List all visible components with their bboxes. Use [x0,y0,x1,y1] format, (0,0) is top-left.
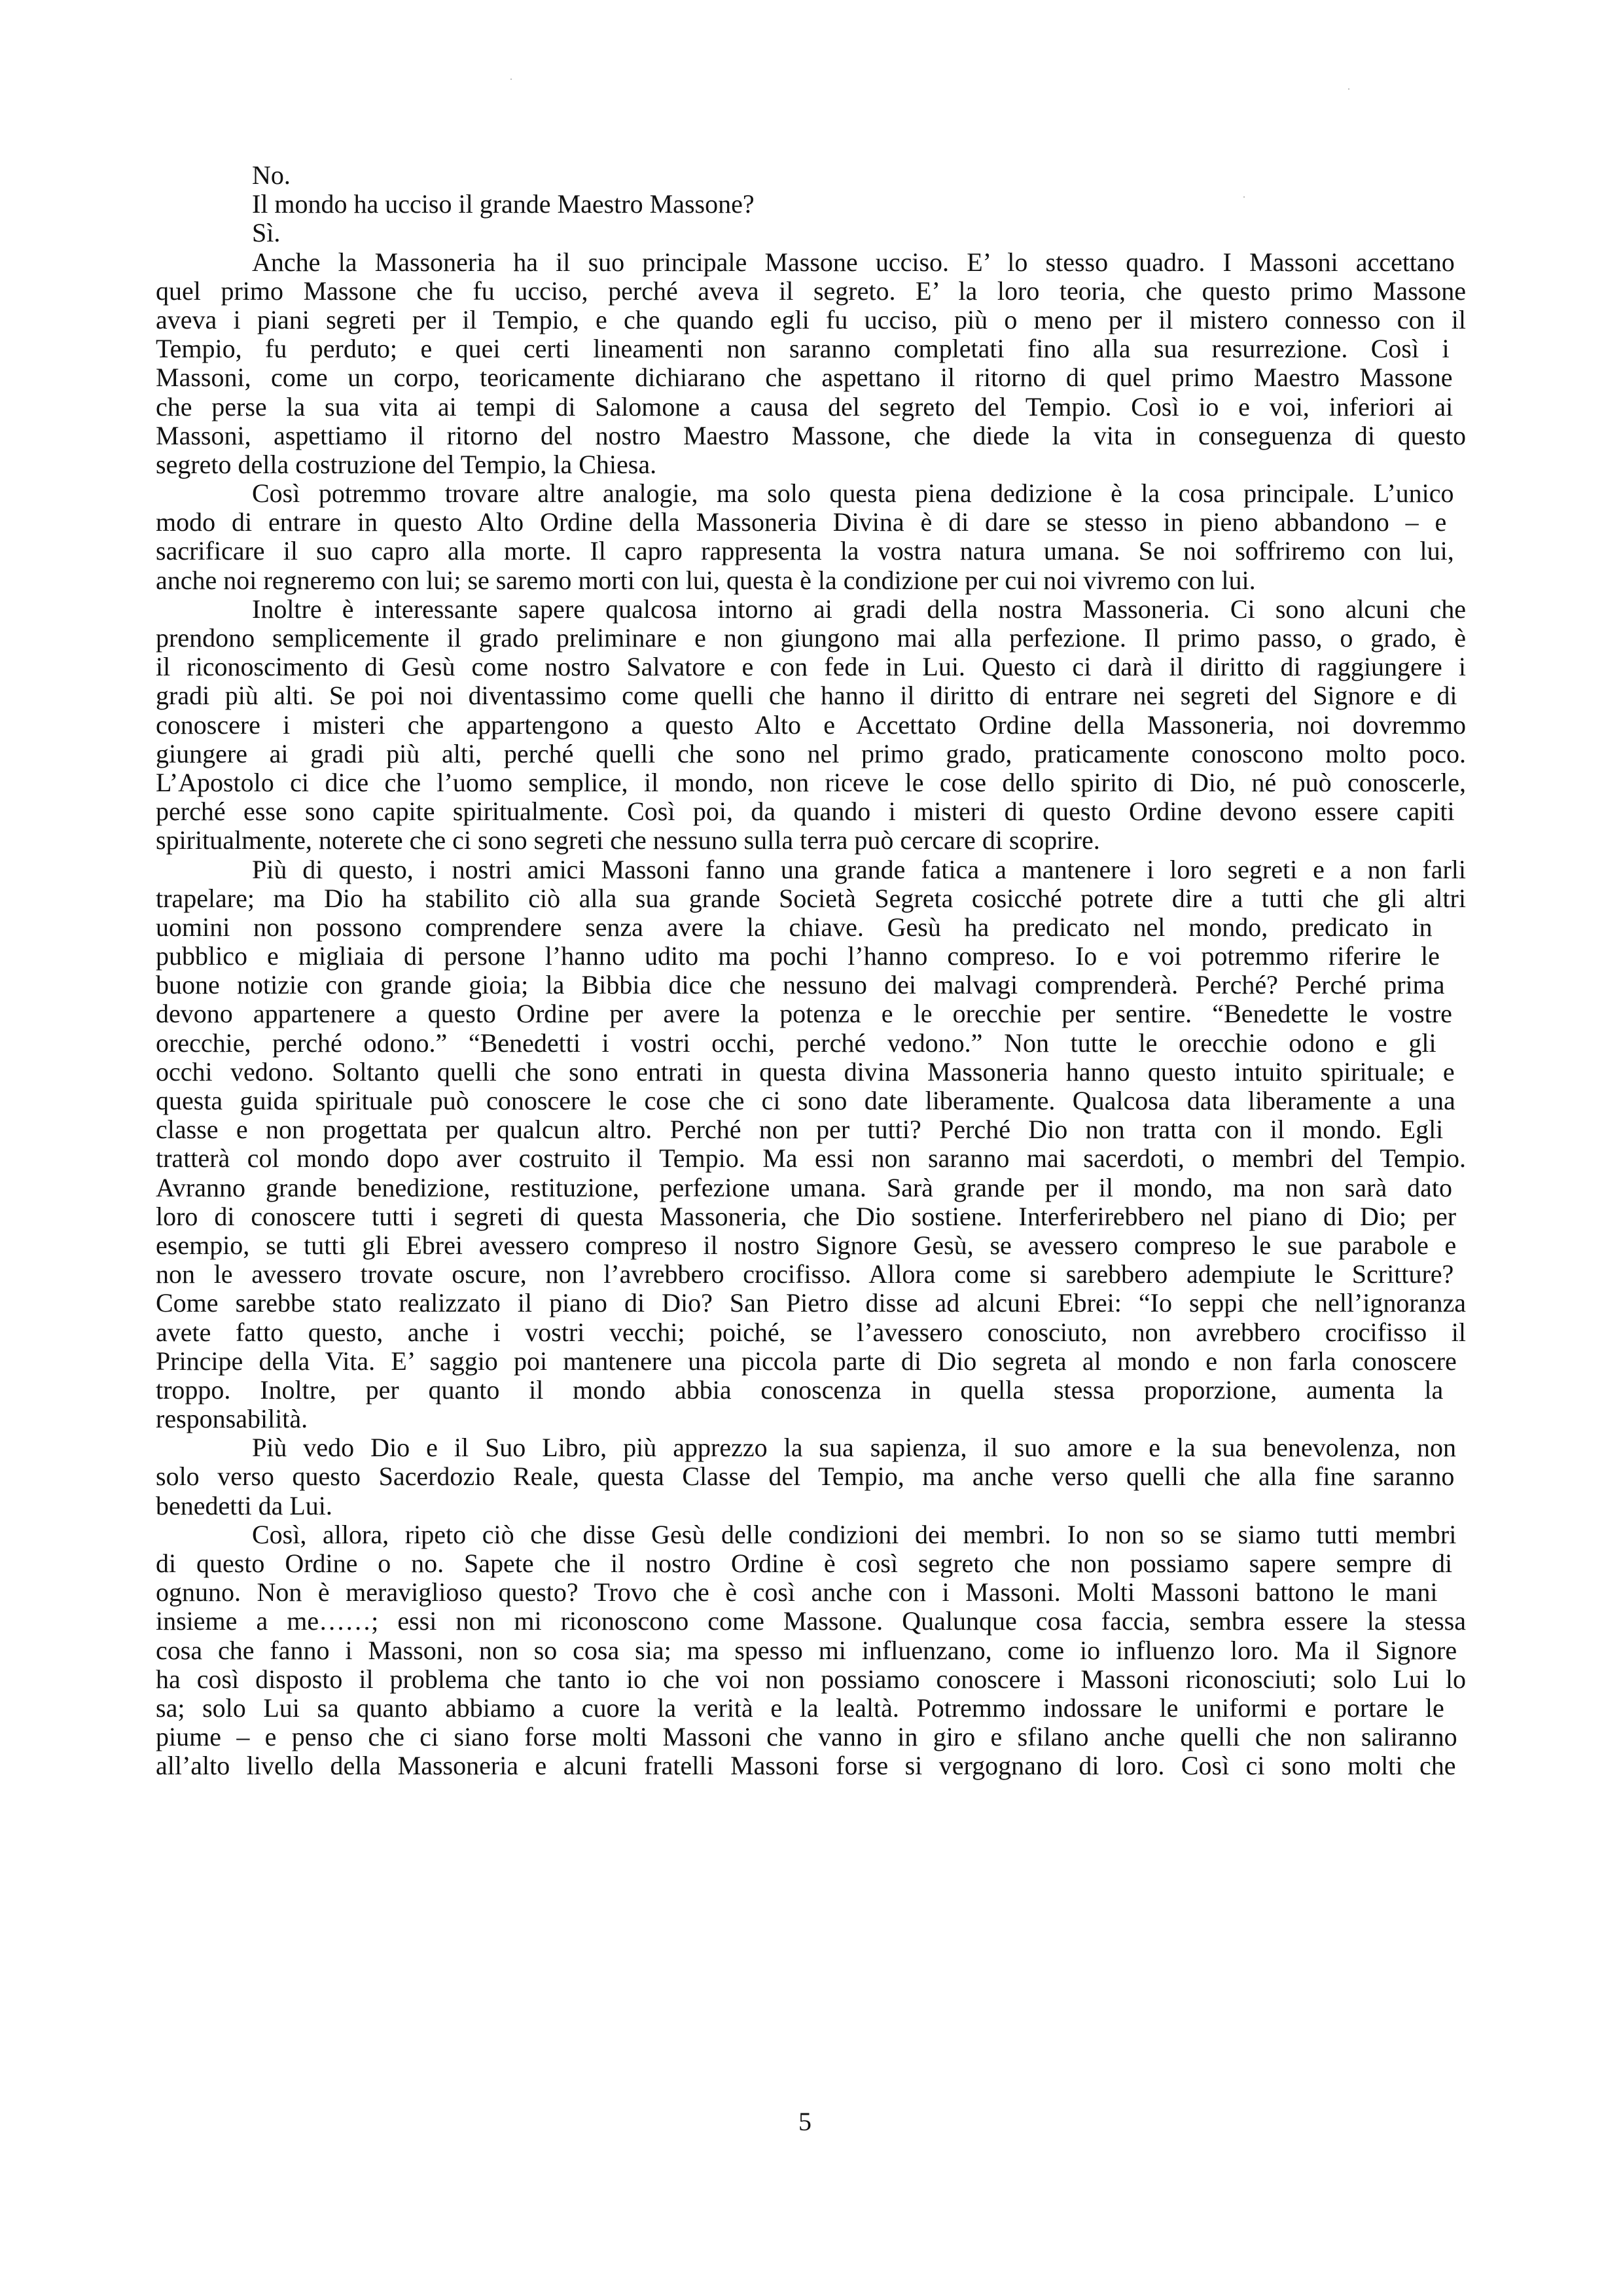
text-line: Sì. [252,218,281,248]
text-line: cosa che fanno i Massoni, non so cosa sia; ma spesso mi influenzano, come io influenzo loro. Ma il Signore [156,1635,1457,1665]
paragraph [156,1520,1466,1781]
paragraph [156,161,1466,190]
text-line: devono appartenere a questo Ordine per avere la potenza e le orecchie per sentire. “Benedette le vostre [156,999,1452,1029]
text-line: avete fatto questo, anche i vostri vecchi; poiché, se l’avessero conosciuto, non avrebbero crocifisso il [156,1317,1466,1347]
body-text [156,161,1466,1781]
text-line: orecchie, perché odono.” “Benedetti i vostri occhi, perché vedono.” Non tutte le orecchie odono e gli [156,1028,1436,1058]
paragraph [156,190,1466,219]
text-line: classe e non progettata per qualcun altro. Perché non per tutti? Perché Dio non tratta con il mondo. Egli [156,1115,1444,1145]
text-line: Così potremmo trovare altre analogie, ma solo questa piena dedizione è la cosa principale. L’unico [252,478,1454,509]
paragraph [156,219,1466,247]
text-line: segreto della costruzione del Tempio, la Chiesa. [156,449,657,479]
text-line: Come sarebbe stato realizzato il piano di Dio? San Pietro disse ad alcuni Ebrei: “Io seppi che nell’ignoranza [156,1288,1466,1318]
text-line: perché esse sono capite spiritualmente. Così poi, da quando i misteri di questo Ordine devono essere capiti [156,797,1455,827]
text-line: esempio, se tutti gli Ebrei avessero compreso il nostro Signore Gesù, se avessero compreso le sue parabole e [156,1230,1457,1260]
text-line: responsabilità. [156,1404,308,1434]
text-line: spiritualmente, noterete che ci sono segreti che nessuno sulla terra può cercare di scoprire. [156,825,1100,855]
text-line: Il mondo ha ucciso il grande Maestro Massone? [252,189,755,219]
text-line: buone notizie con grande gioia; la Bibbia dice che nessuno dei malvagi comprenderà. Perché? Perché prima [156,970,1445,1000]
text-line: uomini non possono comprendere senza avere la chiave. Gesù ha predicato nel mondo, predicato in [156,912,1433,942]
text-line: piume – e penso che ci siano forse molti Massoni che vanno in giro e sfilano anche quelli che non saliranno [156,1722,1457,1752]
scan-speck [510,79,512,80]
text-line: non le avessero trovate oscure, non l’avrebbero crocifisso. Allora come si sarebbero adempiute le Scritture? [156,1259,1454,1289]
text-line: troppo. Inoltre, per quanto il mondo abbia conoscenza in quella stessa proporzione, aumenta la [156,1374,1444,1405]
text-line: modo di entrare in questo Alto Ordine della Massoneria Divina è di dare se stesso in pieno abbandono – e [156,507,1447,537]
paragraph [156,595,1466,855]
text-line: ha così disposto il problema che tanto io che voi non possiamo conoscere i Massoni riconosciuti; solo Lui lo [156,1664,1466,1694]
text-line: pubblico e migliaia di persone l’hanno udito ma pochi l’hanno compreso. Io e voi potremmo riferire le [156,941,1440,971]
text-line: Massoni, come un corpo, teoricamente dichiarano che aspettano il ritorno di quel primo Maestro Massone [156,363,1453,393]
text-line: Anche la Massoneria ha il suo principale Massone ucciso. E’ lo stesso quadro. I Massoni accettano [252,247,1455,277]
text-line: sa; solo Lui sa quanto abbiamo a cuore la verità e la lealtà. Potremmo indossare le uniformi e portare le [156,1693,1444,1723]
text-line: solo verso questo Sacerdozio Reale, questa Classe del Tempio, ma anche verso quelli che alla fine saranno [156,1462,1455,1492]
text-line: prendono semplicemente il grado preliminare e non giungono mai alla perfezione. Il primo passo, o grado, è [156,623,1466,653]
text-line: loro di conoscere tutti i segreti di questa Massoneria, che Dio sostiene. Interferirebbero nel piano di Dio; per [156,1201,1457,1231]
text-line: Più vedo Dio e il Suo Libro, più apprezzo la sua sapienza, il suo amore e la sua benevolenza, non [252,1433,1456,1463]
text-line: giungere ai gradi più alti, perché quelli che sono nel primo grado, praticamente conoscono molto poco. [156,738,1466,768]
text-line: Principe della Vita. E’ saggio poi mantenere una piccola parte di Dio segreta al mondo e non farla conoscere [156,1346,1457,1376]
text-line: conoscere i misteri che appartengono a questo Alto e Accettato Ordine della Massoneria, noi dovremmo [156,709,1466,740]
scan-speck [1348,88,1349,90]
text-line: all’alto livello della Massoneria e alcuni fratelli Massoni forse si vergognano di loro. Così ci sono molti che [156,1751,1456,1781]
text-line: trapelare; ma Dio ha stabilito ciò alla sua grande Società Segreta cosicché potrete dire a tutti che gli altri [156,883,1466,913]
text-line: Avranno grande benedizione, restituzione, perfezione umana. Sarà grande per il mondo, ma non sarà dato [156,1172,1453,1202]
text-line: Inoltre è interessante sapere qualcosa intorno ai gradi della nostra Massoneria. Ci sono alcuni che [252,594,1466,624]
page-number: 5 [798,2107,812,2136]
text-line: il riconoscimento di Gesù come nostro Salvatore e con fede in Lui. Questo ci darà il diritto di raggiungere i [156,652,1466,682]
text-line: occhi vedono. Soltanto quelli che sono entrati in questa divina Massoneria hanno questo intuito spirituale; e [156,1056,1455,1086]
text-line: insieme a me……; essi non mi riconoscono come Massone. Qualunque cosa faccia, sembra essere la stessa [156,1606,1466,1636]
paragraph [156,248,1466,480]
text-line: anche noi regneremo con lui; se saremo morti con lui, questa è la condizione per cui noi vivremo con lui. [156,565,1256,595]
text-line: ognuno. Non è meraviglioso questo? Trovo che è così anche con i Massoni. Molti Massoni battono le mani [156,1577,1438,1607]
text-line: Massoni, aspettiamo il ritorno del nostro Maestro Massone, che diede la vita in conseguenza di questo [156,420,1466,450]
paragraph [156,855,1466,1434]
text-line: di questo Ordine o no. Sapete che il nostro Ordine è così segreto che non possiamo sapere sempre di [156,1549,1453,1578]
text-line: No. [252,160,291,190]
text-line: che perse la sua vita ai tempi di Salomone a causa del segreto del Tempio. Così io e voi, inferiori ai [156,391,1454,422]
text-line: Più di questo, i nostri amici Massoni fanno una grande fatica a mantenere i loro segreti e a non farli [252,854,1466,884]
text-line: benedetti da Lui. [156,1490,332,1520]
text-line: tratterà col mondo dopo aver costruito il Tempio. Ma essi non saranno mai sacerdoti, o membri del Tempio. [156,1143,1466,1174]
text-line: Così, allora, ripeto ciò che disse Gesù delle condizioni dei membri. Io non so se siamo tutti membri [252,1519,1457,1549]
paragraph [156,1433,1466,1520]
text-line: quel primo Massone che fu ucciso, perché aveva il segreto. E’ la loro teoria, che questo primo Massone [156,276,1466,306]
text-line: aveva i piani segreti per il Tempio, e che quando egli fu ucciso, più o meno per il mistero connesso con il [156,304,1466,334]
text-line: gradi più alti. Se poi noi diventassimo come quelli che hanno il diritto di entrare nei segreti del Signore e di [156,681,1457,711]
text-line: Tempio, fu perduto; e quei certi lineamenti non saranno completati fino alla sua resurrezione. Così i [156,334,1450,364]
text-line: L’Apostolo ci dice che l’uomo semplice, il mondo, non riceve le cose dello spirito di Dio, né può conoscerle, [156,767,1466,797]
text-line: questa guida spirituale può conoscere le cose che ci sono date liberamente. Qualcosa data liberamente a una [156,1086,1455,1115]
text-line: sacrificare il suo capro alla morte. Il capro rappresenta la vostra natura umana. Se noi soffriremo con lui, [156,536,1454,566]
paragraph [156,479,1466,595]
